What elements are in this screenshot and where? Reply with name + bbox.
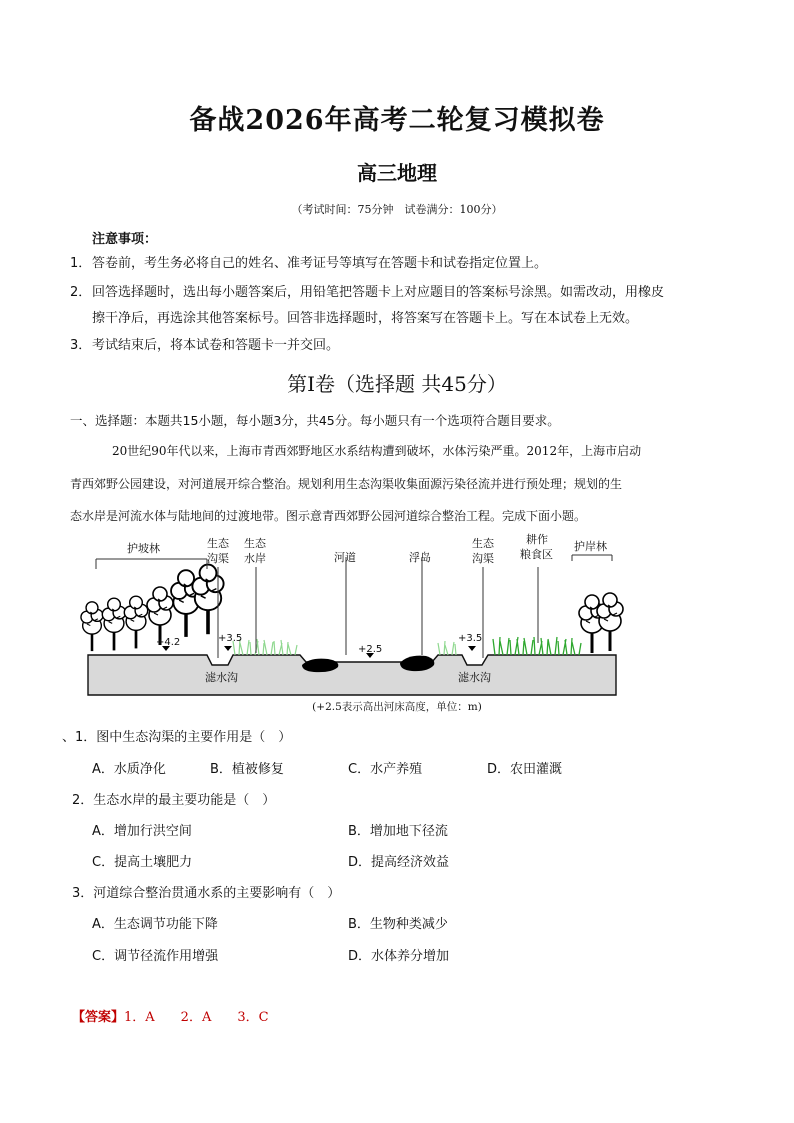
label-eco-shore-line1: 生态 (244, 537, 266, 550)
question-1-stem: 、1．图中生态沟渠的主要作用是（ ） (62, 730, 292, 745)
height-marker-3-5-left (224, 646, 232, 651)
notice-item-number: 2． (70, 285, 92, 300)
question-1-option-c: C．水产养殖 (348, 762, 423, 777)
notice-item-text: 考试结束后，将本试卷和答题卡一并交回。 (92, 338, 340, 353)
label-floating-island: 浮岛 (409, 551, 431, 564)
label-farmland-line1: 耕作 (526, 533, 548, 546)
question-3-option-a: A．生态调节功能下降 (92, 917, 218, 932)
label-height-4-2: +4.2 (156, 637, 181, 648)
right-shore-grass (438, 641, 456, 655)
height-marker-3-5-right (468, 646, 476, 651)
question-2-stem: 2．生态水岸的最主要功能是（ ） (72, 793, 276, 808)
question-1-option-a: A．水质净化 (92, 762, 166, 777)
floating-island-left (302, 659, 338, 673)
ground-profile (88, 655, 616, 695)
farmland-grass (493, 637, 581, 655)
section-instruction: 一、选择题：本题共15小题，每小题3分，共45分。每小题只有一个选项符合题目要求。 (70, 413, 560, 428)
passage-line-2: 青西郊野公园建设，对河道展开综合整治。规划利用生态沟渠收集面源污染径流并进行预处理；规划的生 (70, 477, 623, 491)
question-2-option-b: B．增加地下径流 (348, 824, 448, 839)
page-subtitle: 高三地理 (357, 161, 437, 185)
notice-item-1 (70, 255, 547, 273)
label-eco-ditch-1-line2: 沟渠 (207, 552, 229, 565)
notice-item-3 (70, 337, 339, 355)
question-1-option-d: D．农田灌溉 (487, 762, 563, 777)
question-3-stem: 3．河道综合整治贯通水系的主要影响有（ ） (72, 886, 341, 901)
question-2-option-d: D．提高经济效益 (348, 855, 450, 870)
notice-item-2-continued: 擦干净后，再选涂其他答案标号。回答非选择题时，将答案写在答题卡上。写在本试卷上无效。 (92, 311, 639, 326)
eco-shore-grass (233, 639, 297, 655)
slope-forest-trees (81, 565, 224, 652)
river-cross-section-diagram (70, 533, 626, 698)
label-height-3-5-left: +3.5 (218, 633, 243, 644)
passage-line-1: 20世纪90年代以来，上海市青西郊野地区水系结构遭到破坏，水体污染严重。2012年，上海市启动 (112, 444, 642, 458)
question-2-option-c: C．提高土壤肥力 (92, 855, 193, 870)
answer-block (72, 1006, 269, 1025)
label-bank-forest: 护岸林 (574, 540, 607, 553)
label-eco-ditch-2-line1: 生态 (472, 537, 494, 550)
label-drain-right: 滤水沟 (458, 671, 491, 684)
answer-label: 【答案】 (72, 1010, 125, 1025)
label-farmland-line2: 粮食区 (520, 548, 553, 561)
label-height-2-5: +2.5 (358, 644, 383, 655)
bank-forest-trees (579, 593, 623, 653)
question-3-option-d: D．水体养分增加 (348, 949, 450, 964)
diagram-caption: (+2.5表示高出河床高度，单位：m) (312, 701, 482, 713)
page-title: 备战2026年高考二轮复习模拟卷 (189, 105, 605, 136)
notice-item-number: 3． (70, 338, 92, 353)
label-river: 河道 (334, 551, 356, 564)
exam-info: （考试时间：75分钟 试卷满分：100分） (291, 203, 503, 216)
notice-item-text: 回答选择题时，选出每小题答案后，用铅笔把答题卡上对应题目的答案标号涂黑。如需改动，用橡皮 (92, 285, 665, 300)
question-1-option-b: B．植被修复 (210, 762, 284, 777)
label-height-3-5-right: +3.5 (458, 633, 483, 644)
question-3-option-b: B．生物种类减少 (348, 917, 448, 932)
label-slope-forest: 护坡林 (127, 542, 160, 555)
label-eco-ditch-1-line1: 生态 (207, 537, 229, 550)
notice-item-text: 答卷前，考生务必将自己的姓名、准考证号等填写在答题卡和试卷指定位置上。 (92, 256, 548, 271)
section-title: 第Ⅰ卷（选择题 共45分） (287, 372, 507, 396)
question-2-option-a: A．增加行洪空间 (92, 824, 192, 839)
notice-item-2 (70, 284, 664, 302)
label-eco-ditch-2-line2: 沟渠 (472, 552, 494, 565)
answer-values: 1．A 2．A 3．C (124, 1010, 269, 1025)
label-eco-shore-line2: 水岸 (244, 552, 266, 565)
question-3-option-c: C．调节径流作用增强 (92, 949, 219, 964)
notice-heading: 注意事项： (92, 232, 158, 247)
notice-item-number: 1． (70, 256, 92, 271)
label-drain-left: 滤水沟 (205, 671, 238, 684)
passage-line-3: 态水岸是河流水体与陆地间的过渡地带。图示意青西郊野公园河道综合整治工程。完成下面小题。 (70, 509, 587, 523)
